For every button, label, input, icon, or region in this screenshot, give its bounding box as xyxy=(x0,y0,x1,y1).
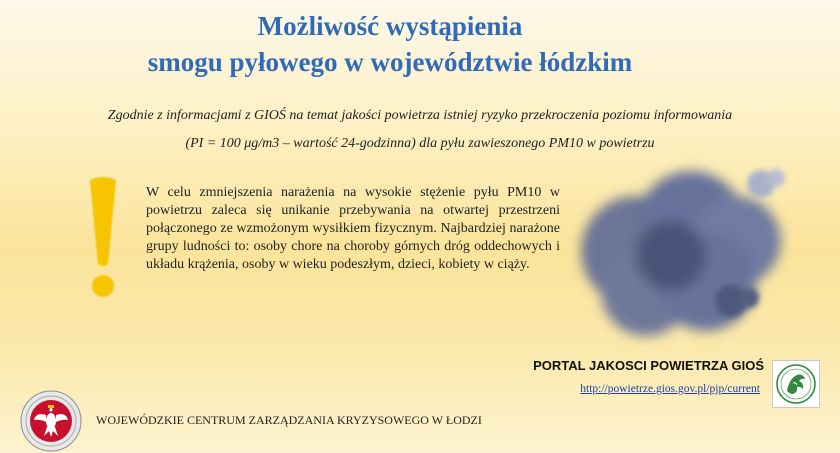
intro-line-2: (PI = 100 μg/m3 – wartość 24-godzinna) dla pyłu zawieszonego PM10 w powietrzu xyxy=(185,136,655,151)
portal-link[interactable]: http://powietrze.gios.gov.pl/pjp/current xyxy=(580,383,760,395)
title-line-1: Możliwość wystąpienia xyxy=(257,11,523,41)
gios-logo-icon xyxy=(772,360,820,408)
portal-title: PORTAL JAKOSCI POWIETRZA GIOŚ xyxy=(533,358,764,373)
intro-line-1: Zgodnie z informacjami z GIOŚ na temat jakości powietrza istniej ryzyko przekroczenia poziomu informowania xyxy=(107,108,733,123)
title-line-2: smogu pyłowego w województwie łódzkim xyxy=(147,47,633,77)
page-title xyxy=(60,8,720,80)
official-seal-icon xyxy=(20,390,82,452)
organization-name: WOJEWÓDZKIE CENTRUM ZARZĄDZANIA KRYZYSOWEGO W ŁODZI xyxy=(96,413,482,427)
smog-cloud-icon xyxy=(566,156,806,346)
warning-text: W celu zmniejszenia narażenia na wysokie stężenie pyłu PM10 w powietrzu zaleca się unikanie przebywania na otwartej przestrzeni połączonego ze wzmożonym wysiłkiem fizycznym. Najbardziej narażone grupy ludności to: osoby chore na choroby górnych dróg oddechowych i układu krążenia, osoby w wieku podeszłym, dzieci, kobiety w ciąży. xyxy=(146,185,560,272)
exclamation-icon xyxy=(86,176,120,300)
